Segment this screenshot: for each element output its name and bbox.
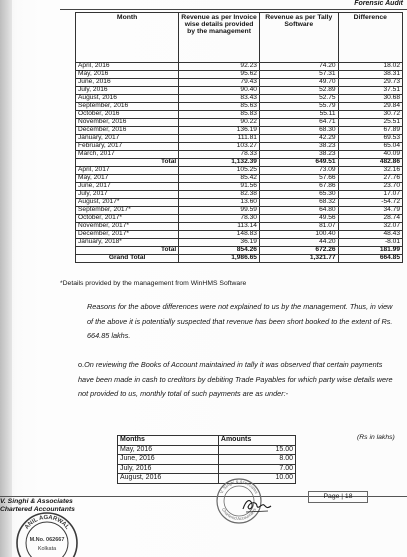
cell-month: January, 2018*	[76, 239, 179, 247]
cell-invoice: 105.25	[179, 167, 260, 175]
cell-difference: 37.51	[338, 87, 402, 95]
cell-invoice: 90.22	[179, 119, 260, 127]
table-row	[76, 183, 403, 191]
cell-invoice: 99.59	[179, 207, 260, 215]
seal-stamp-number: M.No. 062667	[29, 537, 65, 543]
cell-invoice: 13.60	[179, 199, 260, 207]
cell-invoice: 83.43	[179, 95, 260, 103]
cell-month: July, 2016	[118, 464, 219, 474]
cell-month: June, 2017	[76, 183, 179, 191]
table-row	[118, 455, 296, 465]
cell-invoice: 82.38	[179, 191, 260, 199]
cell-month: December, 2016	[76, 127, 179, 135]
cell-difference: 40.09	[338, 151, 402, 159]
cell-month: November, 2017*	[76, 223, 179, 231]
cell-invoice: 90.40	[179, 87, 260, 95]
cell-invoice: 36.19	[179, 239, 260, 247]
cell-tally: 1,321.77	[259, 255, 338, 263]
table-row	[76, 79, 403, 87]
cell-invoice: 92.23	[179, 63, 260, 71]
cell-invoice: 1,132.39	[179, 159, 260, 167]
table-row	[118, 474, 296, 484]
cell-month: August, 2017*	[76, 199, 179, 207]
table-row	[76, 103, 403, 111]
cell-month: August, 2016	[118, 474, 219, 484]
cell-tally: 68.30	[259, 127, 338, 135]
page-spine-shadow	[0, 0, 12, 557]
cell-tally: 649.51	[259, 159, 338, 167]
header-rule	[60, 9, 407, 10]
firm-line-1: V. Singhi & Associates	[0, 498, 73, 505]
cell-tally: 49.70	[259, 79, 338, 87]
cell-tally: 67.86	[259, 183, 338, 191]
table-row	[76, 167, 403, 175]
cell-difference: 664.85	[338, 255, 402, 263]
cell-difference: 181.99	[338, 247, 402, 255]
cell-difference: 17.07	[338, 191, 402, 199]
cell-tally: 81.07	[259, 223, 338, 231]
cell-month: October, 2016	[76, 111, 179, 119]
cell-difference: 27.76	[338, 175, 402, 183]
paragraph-reasons: Reasons for the above differences were not explained to us by the management. Thus, in view of the above it is potentially suspected that revenue has been short booked to the extent of Rs. 664.85 lakhs.	[87, 302, 393, 340]
cell-tally: 52.89	[259, 87, 338, 95]
cell-month: May, 2016	[118, 445, 219, 455]
cell-invoice: 113.14	[179, 223, 260, 231]
cell-month: June, 2016	[118, 455, 219, 465]
cell-invoice: 85.63	[179, 103, 260, 111]
cell-month: July, 2016	[76, 87, 179, 95]
cell-month: May, 2016	[76, 71, 179, 79]
cell-difference: 18.02	[338, 63, 402, 71]
table-footnote: *Details provided by the management from WinHMS Software	[60, 280, 247, 287]
cell-amount: 7.00	[218, 464, 295, 474]
cell-invoice: 85.42	[179, 175, 260, 183]
cell-month: Total	[76, 247, 179, 255]
table-row	[76, 175, 403, 183]
cell-tally: 57.31	[259, 71, 338, 79]
cell-tally: 73.09	[259, 167, 338, 175]
cell-month: April, 2016	[76, 63, 179, 71]
cell-amount: 15.00	[218, 445, 295, 455]
cell-tally: 42.29	[259, 135, 338, 143]
seal-stamp-city: Kolkata	[37, 546, 57, 552]
paragraph-number: o.	[78, 360, 85, 369]
cell-month: June, 2016	[76, 79, 179, 87]
cell-difference: 29.84	[338, 103, 402, 111]
revenue-table	[75, 12, 403, 263]
firm-line-2: Chartered Accountants	[0, 506, 75, 513]
cell-amount: 10.00	[218, 474, 295, 484]
cell-invoice: 95.62	[179, 71, 260, 79]
revenue-table-body	[76, 63, 403, 263]
cell-difference: 48.43	[338, 231, 402, 239]
cell-month: Grand Total	[76, 255, 179, 263]
cell-difference: 34.79	[338, 207, 402, 215]
cell-invoice: 78.30	[179, 215, 260, 223]
col-month: Month	[76, 13, 179, 63]
cell-tally: 38.23	[259, 143, 338, 151]
cell-tally: 38.23	[259, 151, 338, 159]
cell-tally: 55.11	[259, 111, 338, 119]
cell-invoice: 148.83	[179, 231, 260, 239]
cell-month: December, 2017*	[76, 231, 179, 239]
revenue-table-header	[76, 13, 403, 63]
table-row	[76, 143, 403, 151]
cell-difference: 69.53	[338, 135, 402, 143]
paragraph-cash-payments	[78, 358, 400, 402]
cell-tally: 44.20	[259, 239, 338, 247]
seal-stamp-icon	[14, 505, 80, 557]
cell-difference: -54.72	[338, 199, 402, 207]
cell-tally: 52.75	[259, 95, 338, 103]
cell-difference: 25.51	[338, 119, 402, 127]
cell-invoice: 1,986.65	[179, 255, 260, 263]
total-row	[76, 255, 403, 263]
section-header: Forensic Audit	[354, 0, 403, 7]
cell-invoice: 79.43	[179, 79, 260, 87]
cell-month: July, 2017	[76, 191, 179, 199]
signature-icon	[240, 494, 274, 516]
cell-tally: 74.20	[259, 63, 338, 71]
cell-difference: 67.89	[338, 127, 402, 135]
unit-label: (Rs in lakhs)	[357, 434, 395, 441]
firm-stamp-top: V. Singhi & Associates	[218, 478, 260, 495]
cell-invoice: 136.19	[179, 127, 260, 135]
cell-difference: 29.73	[338, 79, 402, 87]
cell-tally: 57.66	[259, 175, 338, 183]
cell-month: April, 2017	[76, 167, 179, 175]
seal-stamp-name: ANIL AGARWAL	[24, 514, 71, 531]
cell-difference: 38.31	[338, 71, 402, 79]
col-tally: Revenue as per Tally Software	[259, 13, 338, 63]
firm-stamp-bottom: Chartered Accountants	[220, 507, 258, 522]
table-row	[76, 191, 403, 199]
cell-month: October, 2017*	[76, 215, 179, 223]
cell-tally: 65.30	[259, 191, 338, 199]
cell-invoice: 103.27	[179, 143, 260, 151]
cell-difference: 482.86	[338, 159, 402, 167]
payments-table-body	[118, 445, 296, 483]
cell-month: May, 2017	[76, 175, 179, 183]
col-invoice: Revenue as per Invoice wise details provided by the management	[179, 13, 260, 63]
cell-invoice: 85.83	[179, 111, 260, 119]
cell-difference: 30.68	[338, 95, 402, 103]
cell-difference: -8.01	[338, 239, 402, 247]
table-row	[76, 87, 403, 95]
cell-difference: 30.72	[338, 111, 402, 119]
col-months: Months	[118, 436, 219, 446]
col-difference: Difference	[338, 13, 402, 63]
table-row	[76, 63, 403, 71]
cell-invoice: 111.81	[179, 135, 260, 143]
table-row	[76, 231, 403, 239]
payments-table	[117, 435, 296, 484]
cell-month: August, 2016	[76, 95, 179, 103]
cell-tally: 55.79	[259, 103, 338, 111]
cell-month: September, 2016	[76, 103, 179, 111]
cell-tally: 68.32	[259, 199, 338, 207]
cell-invoice: 91.56	[179, 183, 260, 191]
cell-month: January, 2017	[76, 135, 179, 143]
cell-tally: 64.80	[259, 207, 338, 215]
cell-month: November, 2016	[76, 119, 179, 127]
paragraph-text: On reviewing the Books of Account maintained in tally it was observed that certain payments have been made in cash to creditors by debiting Trade Payables for which party wise details were not provided to us, monthly total of such payments are as under:-	[78, 360, 393, 398]
table-row	[118, 445, 296, 455]
cell-tally: 49.56	[259, 215, 338, 223]
cell-month: March, 2017	[76, 151, 179, 159]
cell-invoice: 78.33	[179, 151, 260, 159]
cell-difference: 32.16	[338, 167, 402, 175]
cell-tally: 672.26	[259, 247, 338, 255]
cell-month: Total	[76, 159, 179, 167]
col-amounts: Amounts	[218, 436, 295, 446]
cell-difference: 28.74	[338, 215, 402, 223]
payments-table-header	[118, 436, 296, 446]
page-number: Page | 18	[308, 491, 368, 503]
table-row	[76, 71, 403, 79]
cell-difference: 65.04	[338, 143, 402, 151]
table-row	[76, 207, 403, 215]
cell-invoice: 854.26	[179, 247, 260, 255]
cell-tally: 100.40	[259, 231, 338, 239]
cell-amount: 8.00	[218, 455, 295, 465]
cell-month: September, 2017*	[76, 207, 179, 215]
cell-difference: 23.70	[338, 183, 402, 191]
cell-difference: 32.07	[338, 223, 402, 231]
cell-month: February, 2017	[76, 143, 179, 151]
cell-tally: 64.71	[259, 119, 338, 127]
table-row	[118, 464, 296, 474]
